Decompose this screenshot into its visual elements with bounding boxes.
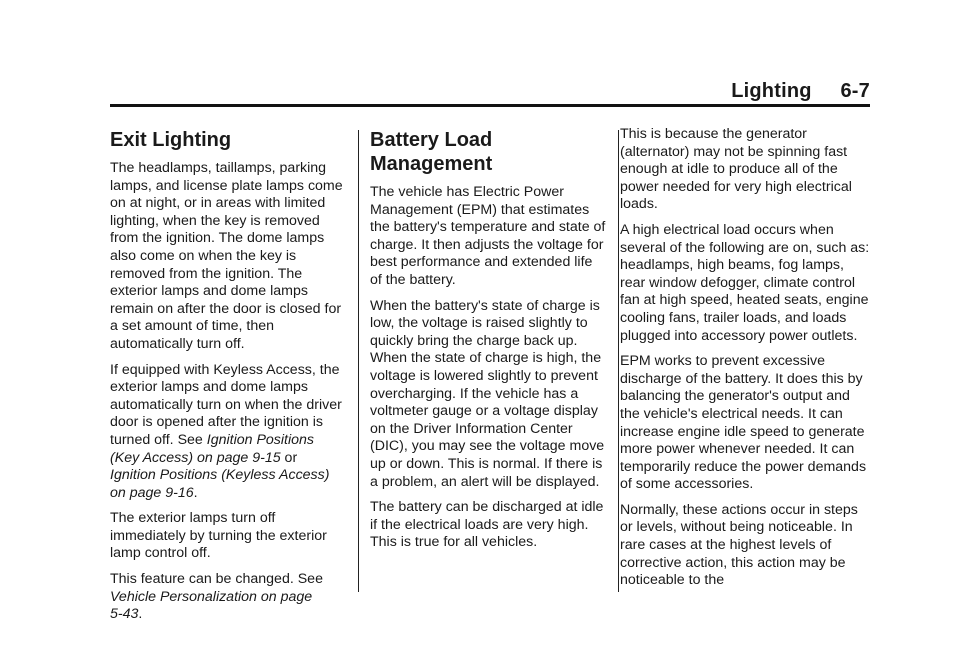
paragraph-text: . — [193, 484, 198, 501]
column-left — [110, 128, 346, 632]
paragraph-text: If equipped with Keyless Access, the exterior lamps and dome lamps automatically turn on when the driver door is opened after the ignition is turned off. See — [110, 361, 342, 448]
paragraph: The battery can be discharged at idle if the electrical loads are very high. This is true for all vehicles. — [370, 499, 604, 551]
paragraph-text: or — [280, 449, 298, 466]
section-heading-exit-lighting: Exit Lighting — [110, 129, 232, 151]
paragraph — [110, 362, 346, 503]
column-divider — [358, 130, 359, 592]
section-title: Lighting — [731, 80, 812, 102]
paragraph: The exterior lamps turn off immediately by turning the exterior lamp control off. — [110, 510, 327, 562]
paragraph: The vehicle has Electric Power Management (EPM) that estimates the battery's temperature and state of charge. It then adjusts the voltage for best performance and extended life of the battery. — [370, 184, 606, 288]
paragraph: Normally, these actions occur in steps or levels, without being noticeable. In rare cases at the highest levels of corrective action, this action may be noticeable to the — [620, 501, 858, 589]
paragraph: EPM works to prevent excessive discharge of the battery. It does this by balancing the generator's output and the vehicle's electrical needs. It can increase engine idle speed to generate more power whenever needed. It can temporarily reduce the power demands of some accessories. — [620, 353, 867, 493]
page-number: 6-7 — [840, 80, 870, 102]
column-divider — [618, 130, 619, 592]
running-header — [731, 80, 870, 103]
header-rule — [110, 104, 870, 107]
cross-reference-link[interactable]: Ignition Positions (Keyless Access) on page 9‑16 — [110, 467, 330, 501]
column-middle — [370, 128, 606, 560]
paragraph: When the battery's state of charge is low, the voltage is raised slightly to quickly bring the charge back up. When the state of charge is high, the voltage is lowered slightly to prevent overcharging. If the vehicle has a voltmeter gauge or a voltage display on the Driver Information Center (DIC), you may see the voltage move up or down. This is normal. If there is a problem, an alert will be displayed. — [370, 297, 605, 490]
column-right — [620, 126, 870, 598]
paragraph — [110, 571, 346, 624]
paragraph-text: This feature can be changed. See — [110, 571, 323, 588]
cross-reference-link[interactable]: Ignition Positions (Key Access) on page 9‑15 — [110, 431, 315, 466]
paragraph: The headlamps, taillamps, parking lamps, and license plate lamps come on at night, or in areas with limited lighting, when the key is removed from the ignition. The dome lamps also come on when the key is removed from the ignition. The exterior lamps and dome lamps remain on after the door is closed for a set amount of time, then automatically turn off. — [110, 160, 343, 352]
paragraph-text: . — [138, 606, 143, 623]
cross-reference-link[interactable]: Vehicle Personalization on page 5‑43 — [110, 588, 313, 623]
page-header — [110, 80, 870, 106]
paragraph: This is because the generator (alternator) may not be spinning fast enough at idle to produce all of the power needed for very high electrical loads. — [620, 126, 852, 213]
section-heading-battery-load-management: Battery Load Management — [370, 129, 493, 175]
paragraph: A high electrical load occurs when several of the following are on, such as: headlamps, high beams, fog lamps, rear window defogger, climate control fan at high speed, heated seats, engine cooling fans, trailer loads, and loads plugged into accessory power outlets. — [620, 221, 870, 344]
